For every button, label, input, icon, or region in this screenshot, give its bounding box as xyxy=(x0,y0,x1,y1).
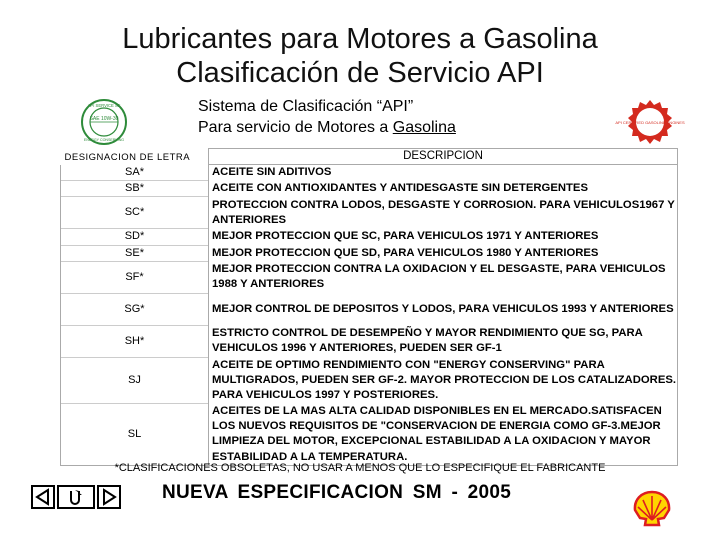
description-cell: ACEITES DE LA MAS ALTA CALIDAD DISPONIBLES EN EL MERCADO.SATISFACEN LOS NUEVOS REQUISITOS DE "CONSERVACION DE ENERGIA COMO GF-3.MEJOR LIMPIEZA DEL MOTOR, EXCEPCIONAL ESTABILIDAD A LA OXIDACION Y MAYOR ESTABILIDAD A LA TEMPERATURA. xyxy=(209,403,678,465)
description-cell: MEJOR PROTECCION QUE SD, PARA VEHICULOS 1980 Y ANTERIORES xyxy=(209,245,678,261)
table-row xyxy=(61,403,678,465)
title-line-1: Lubricantes para Motores a Gasolina xyxy=(122,23,598,55)
api-starburst-seal-icon xyxy=(615,99,685,145)
nav-back-button[interactable] xyxy=(31,485,55,509)
subtitle-service-underlined: Gasolina xyxy=(392,119,456,136)
triangle-left-icon xyxy=(33,487,53,507)
letter-code-cell: SJ xyxy=(61,357,209,403)
description-cell: MEJOR CONTROL DE DEPOSITOS Y LODOS, PARA VEHICULOS 1993 Y ANTERIORES xyxy=(209,293,678,325)
table-row xyxy=(61,197,678,229)
header-description: DESCRIPCION xyxy=(209,149,678,165)
letter-code-cell: SG* xyxy=(61,293,209,325)
description-cell: ACEITE DE OPTIMO RENDIMIENTO CON "ENERGY CONSERVING" PARA MULTIGRADOS, PUEDEN SER GF-2. MAYOR PROTECCION DE LOS CATALIZADORES. PARA VEHICULOS 1997 Y POSTERIORES. xyxy=(209,357,678,403)
letter-code-cell: SD* xyxy=(61,229,209,245)
obsolete-footnote: *CLASIFICACIONES OBSOLETAS, NO USAR A MENOS QUE LO ESPECIFIQUE EL FABRICANTE xyxy=(114,462,606,474)
subtitle-system: Sistema de Clasificación “API” xyxy=(198,98,414,115)
subtitle-service xyxy=(198,119,456,137)
table-row xyxy=(61,245,678,261)
letter-code-cell: SA* xyxy=(61,165,209,181)
description-cell: MEJOR PROTECCION CONTRA LA OXIDACION Y EL DESGASTE, PARA VEHICULOS 1988 Y ANTERIORES xyxy=(209,261,678,293)
title-line-2: Clasificación de Servicio API xyxy=(176,57,544,89)
description-cell: PROTECCION CONTRA LODOS, DESGASTE Y CORROSION. PARA VEHICULOS1967 Y ANTERIORES xyxy=(209,197,678,229)
return-arrow-icon xyxy=(59,487,93,507)
letter-code-cell: SC* xyxy=(61,197,209,229)
seal-left-bottom: ENERGY CONSERVING xyxy=(83,138,125,142)
new-specification-banner: NUEVA ESPECIFICACION SM - 2005 xyxy=(162,482,512,503)
seal-left-top: API SERVICE SF xyxy=(87,103,121,108)
description-cell: MEJOR PROTECCION QUE SC, PARA VEHICULOS 1971 Y ANTERIORES xyxy=(209,229,678,245)
header-letter-designation: DESIGNACION DE LETRA xyxy=(64,151,191,163)
letter-code-cell: SB* xyxy=(61,181,209,197)
api-donut-seal-icon xyxy=(80,98,128,146)
slide-title xyxy=(0,22,720,90)
letter-code-cell: SE* xyxy=(61,245,209,261)
nav-next-button[interactable] xyxy=(97,485,121,509)
description-cell: ACEITE SIN ADITIVOS xyxy=(209,165,678,181)
api-classification-table xyxy=(60,148,678,466)
letter-code-cell: SL xyxy=(61,403,209,465)
description-cell: ESTRICTO CONTROL DE DESEMPEÑO Y MAYOR RENDIMIENTO QUE SG, PARA VEHICULOS 1996 Y ANTERIORES, PUEDEN SER GF-1 xyxy=(209,325,678,357)
table-row xyxy=(61,357,678,403)
letter-code-cell: SF* xyxy=(61,261,209,293)
subtitle-service-prefix: Para servicio de Motores a xyxy=(198,119,393,136)
table-row xyxy=(61,165,678,181)
seal-right-text: API CERTIFIED GASOLINE ENGINES xyxy=(615,120,685,125)
nav-return-button[interactable] xyxy=(57,485,95,509)
description-cell: ACEITE CON ANTIOXIDANTES Y ANTIDESGASTE SIN DETERGENTES xyxy=(209,181,678,197)
letter-code-cell: SH* xyxy=(61,325,209,357)
seal-left-middle: SAE 10W-30 xyxy=(89,116,119,122)
triangle-right-icon xyxy=(99,487,119,507)
table-row xyxy=(61,325,678,357)
shell-logo-icon xyxy=(632,490,672,528)
table-row xyxy=(61,181,678,197)
table-row xyxy=(61,293,678,325)
table-row xyxy=(61,261,678,293)
table-row xyxy=(61,229,678,245)
